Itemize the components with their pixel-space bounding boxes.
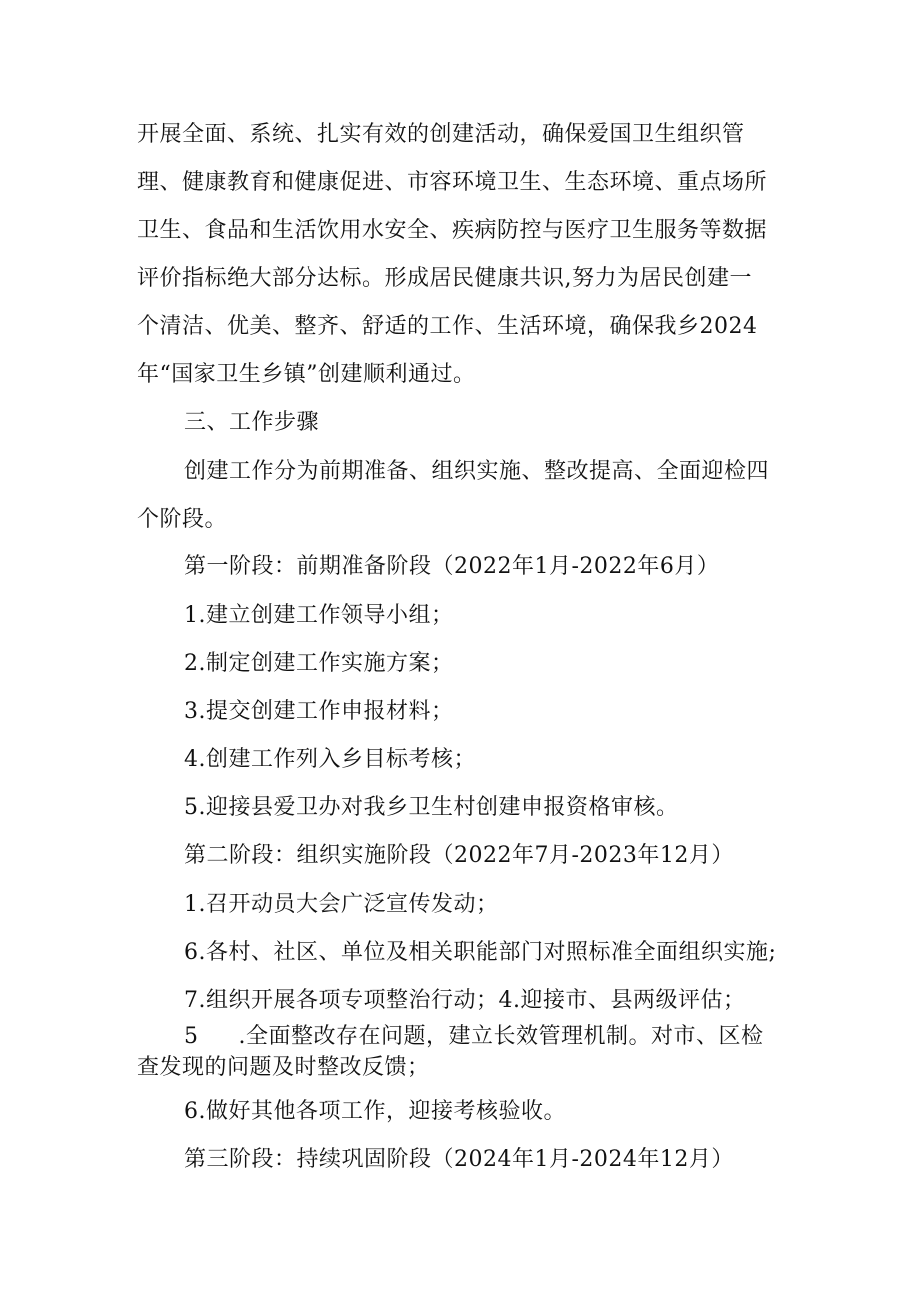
overview-line-1: 创建工作分为前期准备、组织实施、整改提高、全面迎检四	[184, 459, 770, 484]
stage1-item-2: 2.制定创建工作实施方案；	[184, 651, 454, 676]
stage2-item-5: 6.做好其他各项工作，迎接考核验收。	[184, 1099, 566, 1124]
stage2-item-4-continuation: 查发现的问题及时整改反馈；	[137, 1055, 430, 1080]
stage2-item-1: 1.召开动员大会广泛宣传发动；	[184, 892, 499, 917]
section-heading: 三、工作步骤	[184, 410, 320, 435]
stage2-title: 第二阶段：组织实施阶段（2022年7月-2023年12月）	[184, 843, 734, 868]
intro-line-6: 年“国家卫生乡镇”创建顺利通过。	[137, 362, 476, 387]
overview-line-2: 个阶段。	[137, 507, 228, 532]
intro-line-5: 个清洁、优美、整齐、舒适的工作、生活环境，确保我乡2024	[137, 314, 758, 339]
stage1-item-1: 1.建立创建工作领导小组；	[184, 603, 454, 628]
stage1-item-4: 4.创建工作列入乡目标考核；	[184, 747, 476, 772]
stage3-title: 第三阶段：持续巩固阶段（2024年1月-2024年12月）	[184, 1147, 734, 1172]
intro-line-3: 卫生、食品和生活饮用水安全、疾病防控与医疗卫生服务等数据	[137, 218, 768, 243]
stage2-item-4-number: 5	[184, 1024, 199, 1049]
stage1-title: 第一阶段：前期准备阶段（2022年1月-2022年6月）	[184, 554, 720, 579]
stage1-item-5: 5.迎接县爱卫办对我乡卫生村创建申报资格审核。	[184, 795, 679, 820]
stage2-item-4-text: .全面整改存在问题，建立长效管理机制。对市、区检	[238, 1024, 764, 1049]
stage2-item-3: 7.组织开展各项专项整治行动；4.迎接市、县两级评估；	[184, 988, 746, 1013]
stage2-item-2: 6.各村、社区、单位及相关职能部门对照标准全面组织实施;	[184, 940, 777, 965]
intro-line-2: 理、健康教育和健康促进、市容环境卫生、生态环境、重点场所	[137, 170, 768, 195]
intro-line-4: 评价指标绝大部分达标。形成居民健康共识,努力为居民创建一	[137, 266, 752, 291]
intro-line-1: 开展全面、系统、扎实有效的创建活动，确保爱国卫生组织管	[137, 122, 745, 147]
stage1-item-3: 3.提交创建工作申报材料；	[184, 699, 454, 724]
stage2-item-4	[184, 1022, 764, 1052]
